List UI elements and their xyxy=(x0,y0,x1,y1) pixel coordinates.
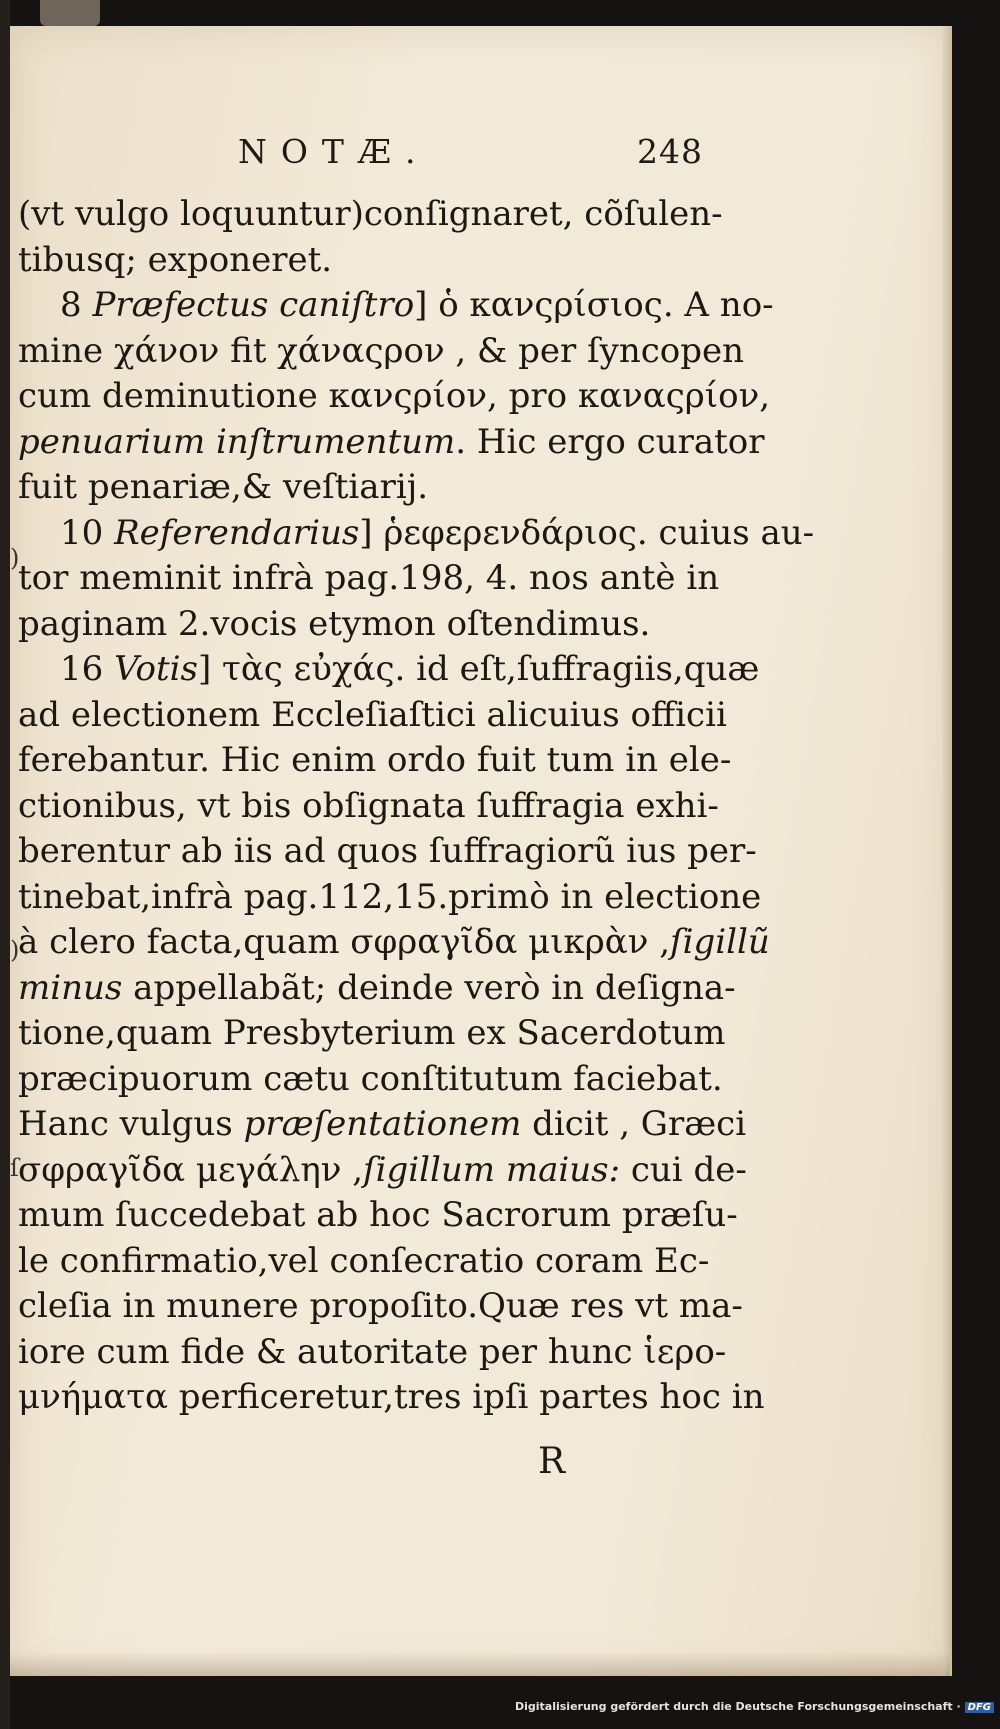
text-run: ctionibus, vt bis obſignata ſuffragia exhi- xyxy=(18,785,719,826)
text-line xyxy=(18,1330,727,1376)
text-run: paginam 2.vocis etymon oſtendimus. xyxy=(18,603,651,644)
text-run: 8 xyxy=(60,285,93,325)
text-run: cui de- xyxy=(620,1149,747,1190)
text-run: le confirmatio,vel conſecratio coram Ec- xyxy=(18,1240,710,1281)
text-line xyxy=(18,966,736,1012)
text-run: dicit , Græci xyxy=(521,1104,747,1144)
text-line xyxy=(18,329,745,375)
text-line xyxy=(18,693,727,739)
text-run: Hanc vulgus xyxy=(18,1104,244,1144)
text-run: ] τὰς εὐχάς. id eſt,ſuffragiis,quæ xyxy=(197,649,760,689)
text-run: iore cum fide & autoritate per hunc ἱερο- xyxy=(18,1331,727,1372)
text-line xyxy=(18,875,762,921)
page-tab xyxy=(40,0,100,26)
text-line xyxy=(18,1375,765,1421)
text-run: cleſia in munere propoſito.Quæ res vt ma- xyxy=(18,1286,743,1326)
text-run: cum deminutione κανςρίον, pro καναςρίον, xyxy=(18,376,771,416)
text-run: à clero facta,quam σφραγῖδα μικρὰν , xyxy=(18,922,671,962)
binding-strip xyxy=(0,0,10,1729)
text-run: ferebantur. Hic enim ordo fuit tum in ele- xyxy=(18,740,732,780)
text-line xyxy=(18,465,696,511)
text-line xyxy=(18,1057,723,1103)
text-run: præcipuorum cætu conſtitutum faciebat. xyxy=(18,1058,723,1099)
text-line xyxy=(18,511,815,557)
italic-run: penuarium inſtrumentum xyxy=(18,421,456,462)
page-number: 248 xyxy=(637,132,703,171)
margin-mark: ſ xyxy=(10,1154,19,1182)
text-line xyxy=(18,829,757,875)
text-run: ad electionem Eccleſiaſtici alicuius officii xyxy=(18,694,727,735)
text-run: 16 xyxy=(60,649,115,689)
running-head: NOTÆ. xyxy=(238,132,430,171)
text-run: tione,quam Presbyterium ex Sacerdotum xyxy=(18,1013,726,1053)
text-run: 10 xyxy=(60,512,115,553)
text-line xyxy=(18,238,696,284)
text-line xyxy=(18,1148,747,1194)
text-run: tinebat,infrà pag.112,15.primò in electione xyxy=(18,876,762,917)
text-line xyxy=(18,647,760,693)
italic-run: ſigillũ xyxy=(670,922,770,962)
text-line xyxy=(18,1011,726,1057)
text-run: mum ſuccedebat ab hoc Sacrorum præſu- xyxy=(18,1195,738,1235)
text-line xyxy=(18,556,720,602)
text-line xyxy=(18,784,719,830)
text-run: tor meminit infrà pag.198, 4. nos antè in xyxy=(18,558,720,598)
text-run: mine χάνον fit χάναςρον , & per ſyncopen xyxy=(18,330,745,371)
italic-run: Referendarius xyxy=(114,512,360,553)
page-edge xyxy=(942,26,952,1676)
text-run: fuit penariæ,& veſtiarij. xyxy=(18,467,429,507)
italic-run: Votis xyxy=(114,649,198,689)
italic-run: præſentationem xyxy=(243,1104,522,1144)
text-run: berentur ab iis ad quos ſuffragiorũ ius per- xyxy=(18,831,757,871)
text-line xyxy=(18,1102,747,1148)
text-run: σφραγῖδα μεγάλην , xyxy=(18,1149,364,1190)
credit-text: Digitalisierung gefördert durch die Deutsche Forschungsgemeinschaft · xyxy=(514,1700,961,1713)
body-text xyxy=(18,192,815,1421)
text-line xyxy=(18,192,723,238)
italic-run: ſigillum maius: xyxy=(363,1149,621,1190)
text-line xyxy=(18,374,771,420)
text-run: ] ῥεφερενδάριος. cuius au- xyxy=(359,512,815,553)
text-run: . Hic ergo curator xyxy=(455,421,765,462)
text-run: tibusq; exponeret. xyxy=(18,239,333,280)
text-line xyxy=(18,1239,710,1285)
margin-mark: ) xyxy=(10,544,20,572)
text-run: ] ὁ κανςρίσιος. A no- xyxy=(414,285,774,325)
text-line xyxy=(18,602,696,648)
margin-mark: ) xyxy=(10,936,20,964)
text-run: appellabãt; deinde verò in deſigna- xyxy=(122,967,736,1008)
dfg-logo: DFG xyxy=(965,1702,994,1713)
text-run: μνήματα perficeretur,tres ipſi partes hoc in xyxy=(18,1377,765,1417)
italic-run: Præfectus caniſtro xyxy=(92,285,415,325)
text-line xyxy=(18,738,732,784)
text-run: (vt vulgo loquuntur)conſignaret, cõſulen- xyxy=(18,194,723,234)
digitization-credit xyxy=(0,1700,994,1713)
catchword: R xyxy=(538,1441,566,1482)
text-line xyxy=(18,920,770,966)
book-page xyxy=(10,26,950,1676)
text-line xyxy=(18,1284,743,1330)
italic-run: minus xyxy=(18,967,123,1008)
page-shadow xyxy=(10,1652,950,1676)
text-line xyxy=(18,1193,738,1239)
text-line xyxy=(18,420,765,466)
text-line xyxy=(18,283,774,329)
